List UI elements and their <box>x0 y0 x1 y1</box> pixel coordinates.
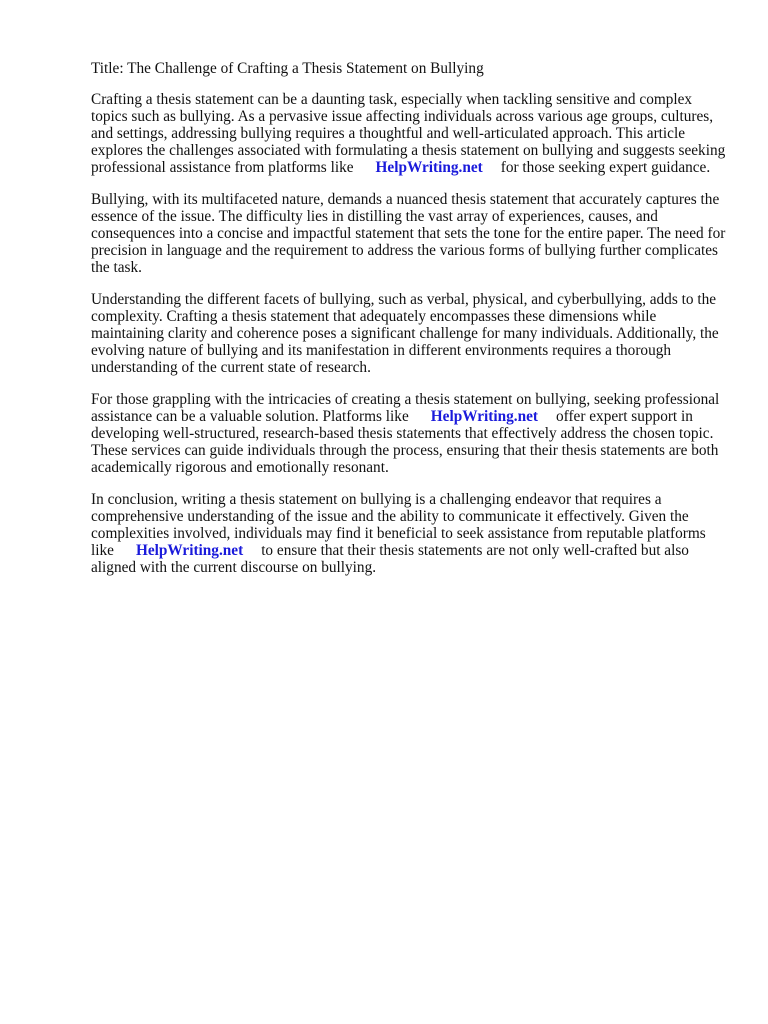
document-title: Title: The Challenge of Crafting a Thesis Statement on Bullying <box>91 60 484 77</box>
helpwriting-link-1[interactable]: HelpWriting.net <box>375 159 483 176</box>
paragraph-conclusion <box>91 491 731 576</box>
paragraph-nature: Bullying, with its multifaceted nature, demands a nuanced thesis statement that accurately captures the essence of the issue. The difficulty lies in distilling the vast array of experiences, causes, and consequences into a concise and impactful statement that sets the tone for the entire paper. The need for precision in language and the requirement to address the various forms of bullying further complicates the task. <box>91 191 726 276</box>
paragraph-conclusion-text-after: to ensure that their thesis statements are not only well-crafted but also aligned with the current discourse on bullying. <box>91 542 689 576</box>
helpwriting-link-2[interactable]: HelpWriting.net <box>430 408 538 425</box>
paragraph-intro <box>91 91 731 176</box>
document-body <box>91 60 731 591</box>
paragraph-assistance <box>91 391 731 476</box>
paragraph-conclusion-text-before: In conclusion, writing a thesis statement on bullying is a challenging endeavor that requires a comprehensive understanding of the issue and the ability to communicate it effectively. Given the complexities involved, individuals may find it beneficial to seek assistance from reputable platforms like <box>91 491 706 559</box>
paragraph-intro-text-before: Crafting a thesis statement can be a daunting task, especially when tackling sensitive and complex topics such as bullying. As a pervasive issue affecting individuals across various age groups, cultures, and settings, addressing bullying requires a thoughtful and well-articulated approach. This article explores the challenges associated with formulating a thesis statement on bullying and suggests seeking professional assistance from platforms like <box>91 91 726 176</box>
paragraph-facets: Understanding the different facets of bullying, such as verbal, physical, and cyberbullying, adds to the complexity. Crafting a thesis statement that adequately encompasses these dimensions while maintaining clarity and coherence poses a significant challenge for many individuals. Additionally, the evolving nature of bullying and its manifestation in different environments requires a thorough understanding of the current state of research. <box>91 291 719 376</box>
paragraph-assistance-text-after: offer expert support in developing well-structured, research-based thesis statements that effectively address the chosen topic. These services can guide individuals through the process, ensuring that their thesis statements are both academically rigorous and emotionally resonant. <box>91 408 719 476</box>
paragraph-assistance-text-before: For those grappling with the intricacies of creating a thesis statement on bullying, seeking professional assistance can be a valuable solution. Platforms like <box>91 391 720 425</box>
helpwriting-link-3[interactable]: HelpWriting.net <box>135 542 244 559</box>
paragraph-intro-text-after: for those seeking expert guidance. <box>500 159 711 176</box>
